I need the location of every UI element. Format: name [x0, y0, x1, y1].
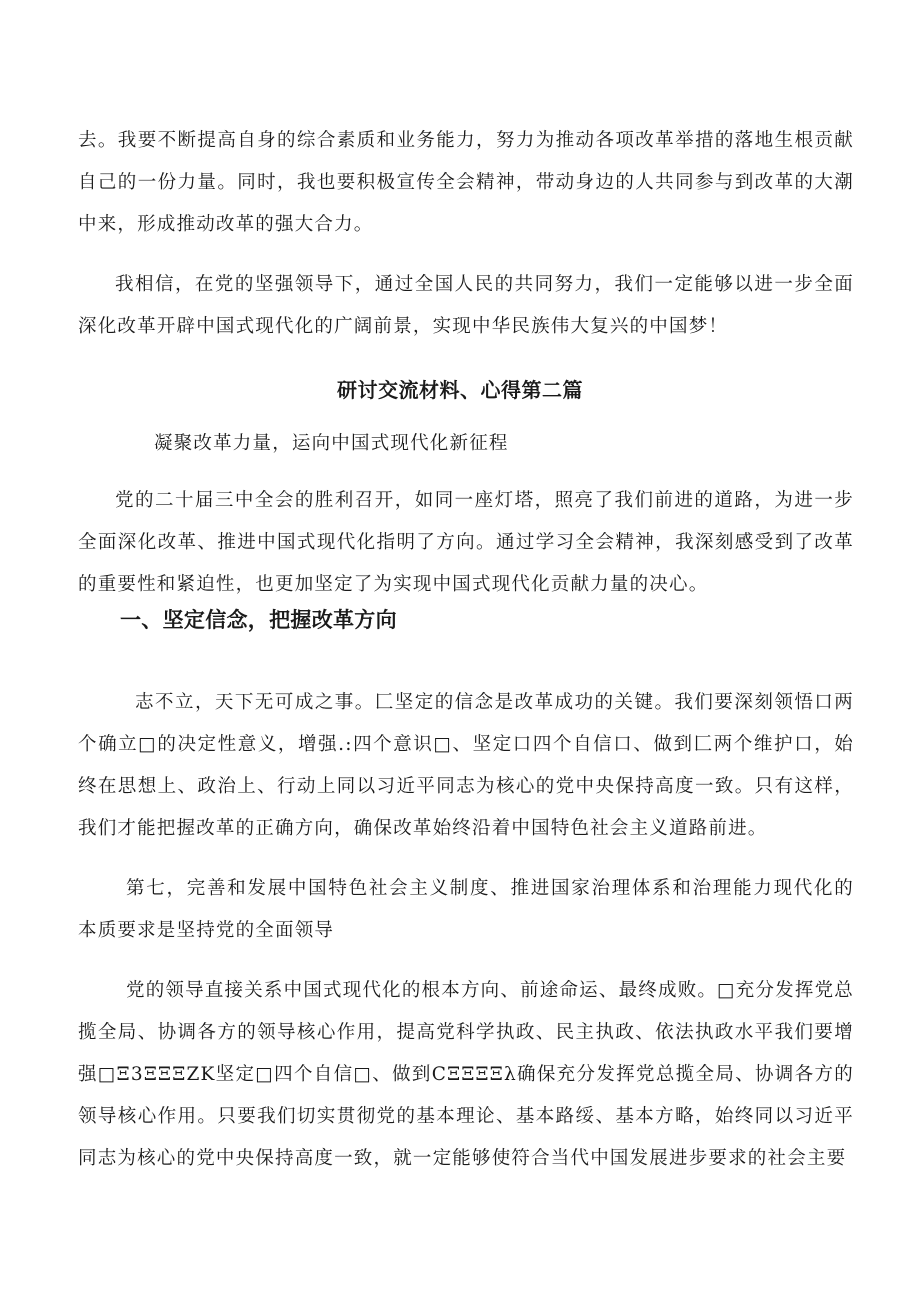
article-subtitle: 凝聚改革力量，运向中国式现代化新征程	[154, 433, 509, 454]
paragraph-party-leadership: 党的领导直接关系中国式现代化的根本方向、前途命运、最终成败。□充分发挥党总揽全局、协调各方的领导核心作用，提高党科学执政、民主执政、依法执政水平我们要增强□Ξ3ΞΞΞZK坚定□四个自信□、做到CΞΞΞΞλ确保充分发挥党总揽全局、协调各方的领导核心作用。只要我们切实贯彻党的基本理论、基本路绥、基本方略，始终同以习近平同志为核心的党中央保持高度一致，就一定能够使符合当代中国发展进步要求的社会主要	[78, 980, 854, 1169]
heading-section-1: 一、坚定信念，把握改革方向	[120, 608, 397, 632]
paragraph-continuation: 去。我要不断提高自身的综合素质和业务能力，努力为推动各项改革举措的落地生根贡献自己的一份力量。同时，我也要积极宣传全会精神，带动身边的人共同参与到改革的大潮中来，形成推动改革的强大合力。	[78, 130, 854, 235]
paragraph-seventh-point: 第七，完善和发展中国特色社会主义制度、推进国家治理体系和治理能力现代化的本质要求是坚持党的全面领导	[78, 878, 854, 941]
paragraph-conviction: 志不立，天下无可成之事。匚坚定的信念是改革成功的关键。我们要深刻领悟口两个确立□的决定性意义，增强.:四个意识□、坚定口四个自信口、做到匚两个维护口，始终在思想上、政治上、行动上同以习近平同志为核心的党中央保持高度一致。只有这样，我们才能把握改革的正确方向，确保改革始终沿着中国特色社会主义道路前进。	[78, 692, 854, 839]
section-title: 研讨交流材料、心得第二篇	[337, 378, 583, 402]
paragraph-belief: 我相信，在党的坚强领导下，通过全国人民的共同努力，我们一定能够以进一步全面深化改革开辟中国式现代化的广阔前景，实现中华民族伟大复兴的中国梦！	[78, 274, 854, 337]
paragraph-intro: 党的二十届三中全会的胜利召开，如同一座灯塔，照亮了我们前进的道路，为进一步全面深化改革、推进中国式现代化指明了方向。通过学习全会精神，我深刻感受到了改革的重要性和紧迫性，也更加坚定了为实现中国式现代化贡献力量的决心。	[78, 490, 854, 595]
